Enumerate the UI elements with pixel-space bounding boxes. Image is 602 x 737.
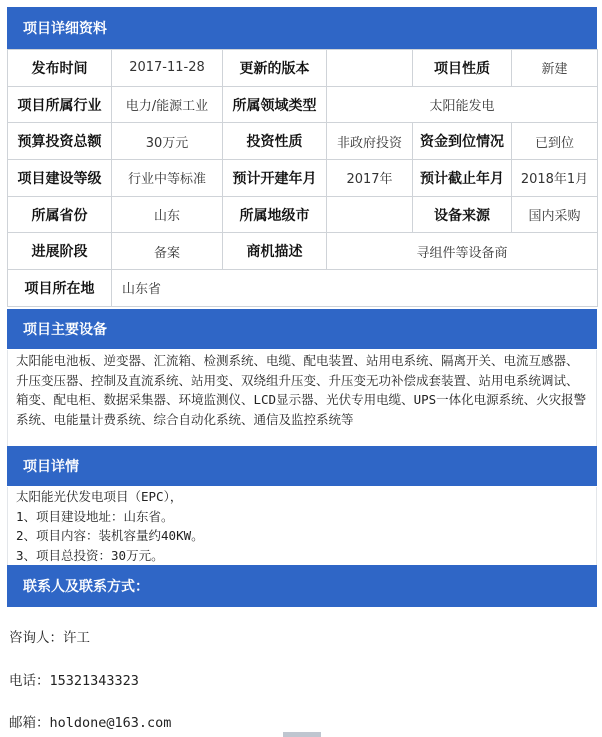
project-info-table	[7, 49, 598, 307]
budget-value: 30万元	[112, 123, 223, 160]
table-row	[8, 123, 598, 160]
city-label: 所属地级市	[223, 196, 327, 233]
funding-status-value: 已到位	[512, 123, 598, 160]
project-nature-label: 项目性质	[413, 50, 512, 87]
equipment-section-title: 项目主要设备	[23, 322, 107, 338]
industry-label: 项目所属行业	[8, 86, 112, 123]
contact-person: 咨询人：许工	[9, 630, 90, 646]
field-type-label: 所属领域类型	[223, 86, 327, 123]
project-location-value: 山东省	[112, 270, 598, 307]
province-label: 所属省份	[8, 196, 112, 233]
construction-grade-label: 项目建设等级	[8, 160, 112, 197]
progress-stage-value: 备案	[112, 233, 223, 270]
updated-version-value	[327, 50, 413, 87]
project-details-line: 3、项目总投资：30万元。	[16, 547, 164, 563]
construction-grade-value: 行业中等标准	[112, 160, 223, 197]
equipment-section-header	[7, 309, 597, 349]
publish-time-value: 2017-11-28	[112, 50, 223, 87]
equipment-list-text: 太阳能电池板、逆变器、汇流箱、检测系统、电缆、配电装置、站用电系统、隔离开关、电流互感器、升压变压器、控制及直流系统、站用变、双绕组升压变、升压变无功补偿成套装置、站用电系统调试、箱变、配电柜、数据采集器、环境监测仪、LCD显示器、光伏专用电缆、UPS一体化电源系统、火灾报警系统、电能量计费系统、综合自动化系统、通信及监控系统等	[7, 350, 597, 446]
field-type-value: 太阳能发电	[327, 86, 598, 123]
contact-section-header	[7, 565, 597, 607]
project-details-text	[7, 487, 597, 565]
start-date-value: 2017年	[327, 160, 413, 197]
project-details-line: 1、项目建设地址：山东省。	[16, 508, 174, 524]
city-value	[327, 196, 413, 233]
scrollbar-thumb[interactable]	[283, 732, 321, 737]
equipment-source-value: 国内采购	[512, 196, 598, 233]
details-section-header	[7, 7, 597, 49]
contact-section-title: 联系人及联系方式：	[23, 579, 149, 595]
table-row	[8, 160, 598, 197]
publish-time-label: 发布时间	[8, 50, 112, 87]
table-row	[8, 233, 598, 270]
business-description-value: 寻组件等设备商	[327, 233, 598, 270]
table-row	[8, 196, 598, 233]
progress-stage-label: 进展阶段	[8, 233, 112, 270]
table-row	[8, 270, 598, 307]
project-location-label: 项目所在地	[8, 270, 112, 307]
project-details-line: 2、项目内容：装机容量约40KW。	[16, 528, 204, 543]
details-section-title: 项目详细资料	[23, 21, 107, 37]
equipment-source-label: 设备来源	[413, 196, 512, 233]
funding-status-label: 资金到位情况	[413, 123, 512, 160]
project-details-section-title: 项目详情	[23, 459, 79, 475]
project-details-line: 太阳能光伏发电项目（EPC），	[16, 489, 183, 504]
table-row	[8, 50, 598, 87]
industry-value: 电力/能源工业	[112, 86, 223, 123]
start-date-label: 预计开建年月	[223, 160, 327, 197]
contact-phone[interactable]: 电话：15321343323	[9, 673, 139, 689]
end-date-value: 2018年1月	[512, 160, 598, 197]
project-details-section-header	[7, 446, 597, 486]
province-value: 山东	[112, 196, 223, 233]
table-row	[8, 86, 598, 123]
project-nature-value: 新建	[512, 50, 598, 87]
contact-email[interactable]: 邮箱：holdone@163.com	[9, 715, 172, 731]
budget-label: 预算投资总额	[8, 123, 112, 160]
updated-version-label: 更新的版本	[223, 50, 327, 87]
investment-nature-value: 非政府投资	[327, 123, 413, 160]
business-description-label: 商机描述	[223, 233, 327, 270]
investment-nature-label: 投资性质	[223, 123, 327, 160]
end-date-label: 预计截止年月	[413, 160, 512, 197]
